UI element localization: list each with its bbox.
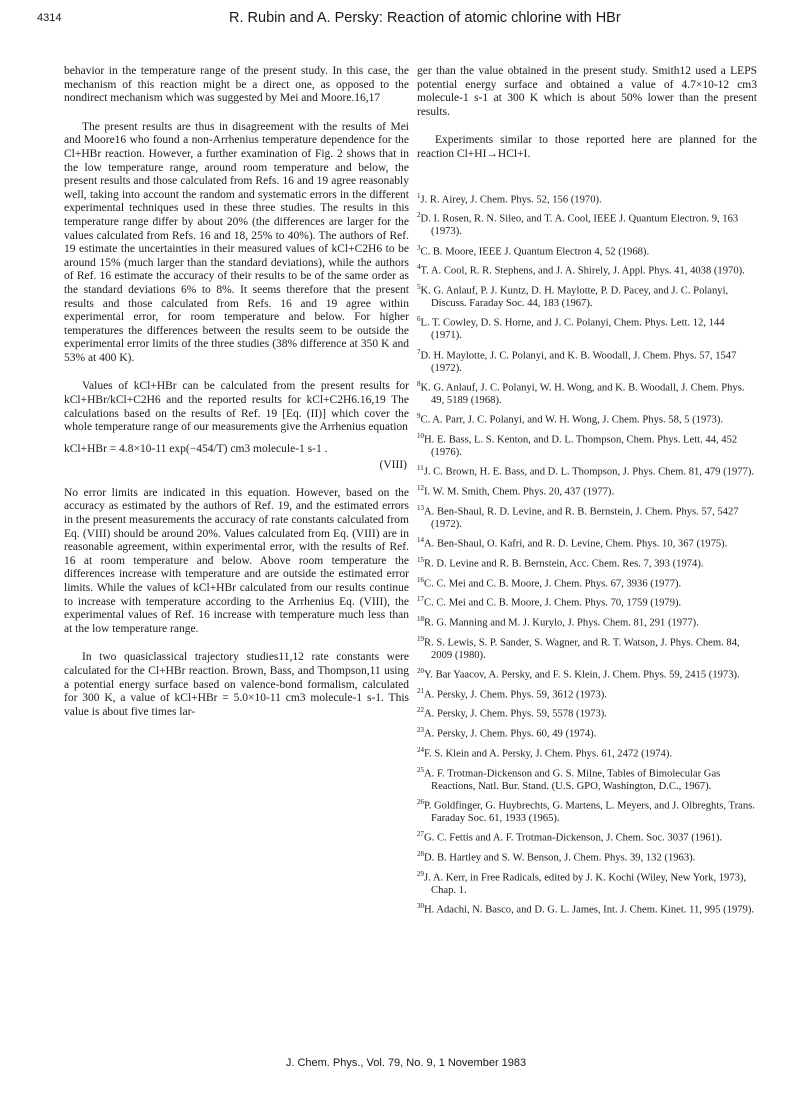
reference-item: $^{19}$R. S. Lewis, S. P. Sander, S. Wagner, and R. T. Watson, J. Phys. Chem. 84, 2009 (1980). [417,634,740,661]
paragraph-6: ger than the value obtained in the present study. Smith12 used a LEPS potential energy surface and obtained a value of 4.7×10-12 cm3 molecule-1 s-1 at 300 K which is about 50% lower than the present results. [417,65,757,118]
reference-item: $^{27}$G. C. Fettis and A. F. Trotman-Dickenson, J. Chem. Soc. 3037 (1961). [417,830,723,844]
paragraph-3: Values of kCl+HBr can be calculated from the present results for kCl+HBr/kCl+C2H6 and the reported results for kCl+C2H6.16,19 The calculations based on the results of Ref. 19 [Eq. (II)] which cover the whole temperature range of our measurements give the Arrhenius equation [64,380,409,434]
reference-item: $^{15}$R. D. Levine and R. B. Bernstein, Acc. Chem. Res. 7, 393 (1974). [417,555,704,570]
reference-item: $^5$K. G. Anlauf, P. J. Kuntz, D. H. Maylotte, P. D. Pacey, and J. C. Polanyi, Discuss. Faraday Soc. 44, 183 (1967). [417,283,729,310]
reference-item: $^{22}$A. Persky, J. Chem. Phys. 59, 5578 (1973). [417,706,607,720]
reference-item: $^9$C. A. Parr, J. C. Polanyi, and W. H. Wong, J. Chem. Phys. 58, 5 (1973). [417,412,724,426]
reference-item: $^{25}$A. F. Trotman-Dickenson and G. S. Milne, Tables of Bimolecular Gas Reactions, Natl. Bur. Stand. (U.S. GPO, Washington, D.C., 1967). [417,765,721,792]
reference-item: $^{20}$Y. Bar Yaacov, A. Persky, and F. S. Klein, J. Chem. Phys. 59, 2415 (1973). [417,666,740,681]
reference-item: $^8$K. G. Anlauf, J. C. Polanyi, W. H. Wong, and K. B. Woodall, J. Chem. Phys. 49, 5189 (1968). [417,379,745,407]
reference-item: $^{16}$C. C. Mei and C. B. Moore, J. Chem. Phys. 67, 3936 (1977). [417,575,682,590]
reference-item: $^4$T. A. Cool, R. R. Stephens, and J. A. Shirely, J. Appl. Phys. 41, 4038 (1970). [417,263,745,277]
reference-item: $^{29}$J. A. Kerr, in Free Radicals, edited by J. K. Kochi (Wiley, New York, 1973), Chap. 1. [417,869,747,896]
reference-item: $^{21}$A. Persky, J. Chem. Phys. 59, 3612 (1973). [417,686,607,701]
paragraph-5: In two quasiclassical trajectory studies11,12 rate constants were calculated for the Cl+HBr reaction. Brown, Bass, and Thompson,11 using a potential energy surface based on valence-bond formalism, calculated for 300 K, a value of kCl+HBr = 5.0×10-11 cm3 molecule-1 s-1. This value is about five times lar- [64,651,409,718]
reference-item: $^{12}$I. W. M. Smith, Chem. Phys. 20, 437 (1977). [417,484,615,498]
reference-item: $^{26}$P. Goldfinger, G. Huybrechts, G. Martens, L. Meyers, and J. Olbreghts, Trans. Faraday Soc. 61, 1933 (1965). [417,797,755,824]
reference-list [417,190,757,918]
reference-item: $^{23}$A. Persky, J. Chem. Phys. 60, 49 (1974). [417,726,597,740]
reference-item: $^1$J. R. Airey, J. Chem. Phys. 52, 156 (1970). [417,191,602,206]
reference-item: $^3$C. B. Moore, IEEE J. Quantum Electron 4, 52 (1968). [417,243,650,258]
reference-item: $^6$L. T. Cowley, D. S. Horne, and J. C. Polanyi, Chem. Phys. Lett. 12, 144 (1971). [417,315,725,342]
right-column [417,65,757,920]
page-number: 4314 [37,12,62,24]
paragraph-4: No error limits are indicated in this equation. However, based on the accuracy as estimated by the authors of Ref. 19, and the estimated errors in the present measurements the accuracy of rate constants calculated from Eq. (VIII) should be around 20%. Values calculated from Eq. (VIII) are in reasonable agreement, within experimental error, with the results of Ref. 16 at room temperature and below. Above room temperature the differences increase with temperature and are outside the estimated error limits. While the values of kCl+HBr calculated from our results continue to increase with temperature according to the Arrhenius Eq. (VIII), the experimental values of Ref. 16 increase with temperature much less than at the low temperature range. [64,486,409,635]
reference-item: $^{28}$D. B. Hartley and S. W. Benson, J. Chem. Phys. 39, 132 (1963). [417,849,696,864]
paragraph-1: behavior in the temperature range of the present study. In this case, the mechanism of this reaction might be a direct one, as opposed to the nondirect mechanism which was suggested by Mei and Moore.16,17 [64,65,409,105]
paragraph-7: Experiments similar to those reported here are planned for the reaction Cl+HI→HCl+I. [417,134,757,160]
reference-item: $^{17}$C. C. Mei and C. B. Moore, J. Chem. Phys. 70, 1759 (1979). [417,595,682,609]
journal-footer: J. Chem. Phys., Vol. 79, No. 9, 1 November 1983 [285,1057,527,1069]
equation-body: kCl+HBr = 4.8×10-11 exp(−454/T) cm3 molecule-1 s-1 . [64,442,328,455]
running-title: R. Rubin and A. Persky: Reaction of atomic chlorine with HBr [229,10,621,26]
reference-item: $^{11}$J. C. Brown, H. E. Bass, and D. L. Thompson, J. Phys. Chem. 81, 479 (1977). [417,464,755,478]
reference-item: $^{10}$H. E. Bass, L. S. Kenton, and D. L. Thompson, Chem. Phys. Lett. 44, 452 (1976). [417,432,738,459]
reference-item: $^2$D. I. Rosen, R. N. Sileo, and T. A. Cool, IEEE J. Quantum Electron. 9, 163 (1973). [417,211,739,238]
reference-item: $^{13}$A. Ben-Shaul, R. D. Levine, and R. B. Bernstein, J. Chem. Phys. 57, 5427 (1972). [417,503,739,530]
reference-item: $^7$D. H. Maylotte, J. C. Polanyi, and K. B. Woodall, J. Chem. Phys. 57, 1547 (1972). [417,347,737,374]
reference-item: $^{30}$H. Adachi, N. Basco, and D. G. L. James, Int. J. Chem. Kinet. 11, 995 (1979). [417,901,755,916]
left-column [64,65,409,734]
reference-item: $^{18}$R. G. Manning and M. J. Kurylo, J. Phys. Chem. 81, 291 (1977). [417,614,699,629]
paragraph-2: The present results are thus in disagreement with the results of Mei and Moore16 who found a non-Arrhenius temperature dependence for the Cl+HBr reaction. However, a further examination of Fig. 2 shows that in the low temperature range, around room temperature and below, the present results and those calculated from Refs. 16 and 19 agree reasonably well, taking into account the random and systematic errors in the different experimental techniques used in these three studies. The results in this temperature range differ by about 20% (the differences are larger for the values calculated from Refs. 16 and 18, 25% to 40%). The authors of Ref. 19 estimate the uncertainties in their measured values of kCl+C2H6 to be around 15% (much larger than the standard deviations), while the authors of Ref. 16 estimate the accuracy of their results to be of the same order as the standard deviations 6% to 8%. It seems therefore that the present results and those calculated from Refs. 16 and 19 agree within experimental error, for room temperature and below. For higher temperatures the differences between the results seem to be outside the experimental error limits of the three studies (38% difference at 350 K and 53% at 400 K). [64,120,409,364]
arrhenius-equation [64,443,409,473]
equation-number: (VIII) [379,458,407,471]
reference-item: $^{24}$F. S. Klein and A. Persky, J. Chem. Phys. 61, 2472 (1974). [417,745,673,760]
reference-item: $^{14}$A. Ben-Shaul, O. Kafri, and R. D. Levine, Chem. Phys. 10, 367 (1975). [417,536,728,550]
